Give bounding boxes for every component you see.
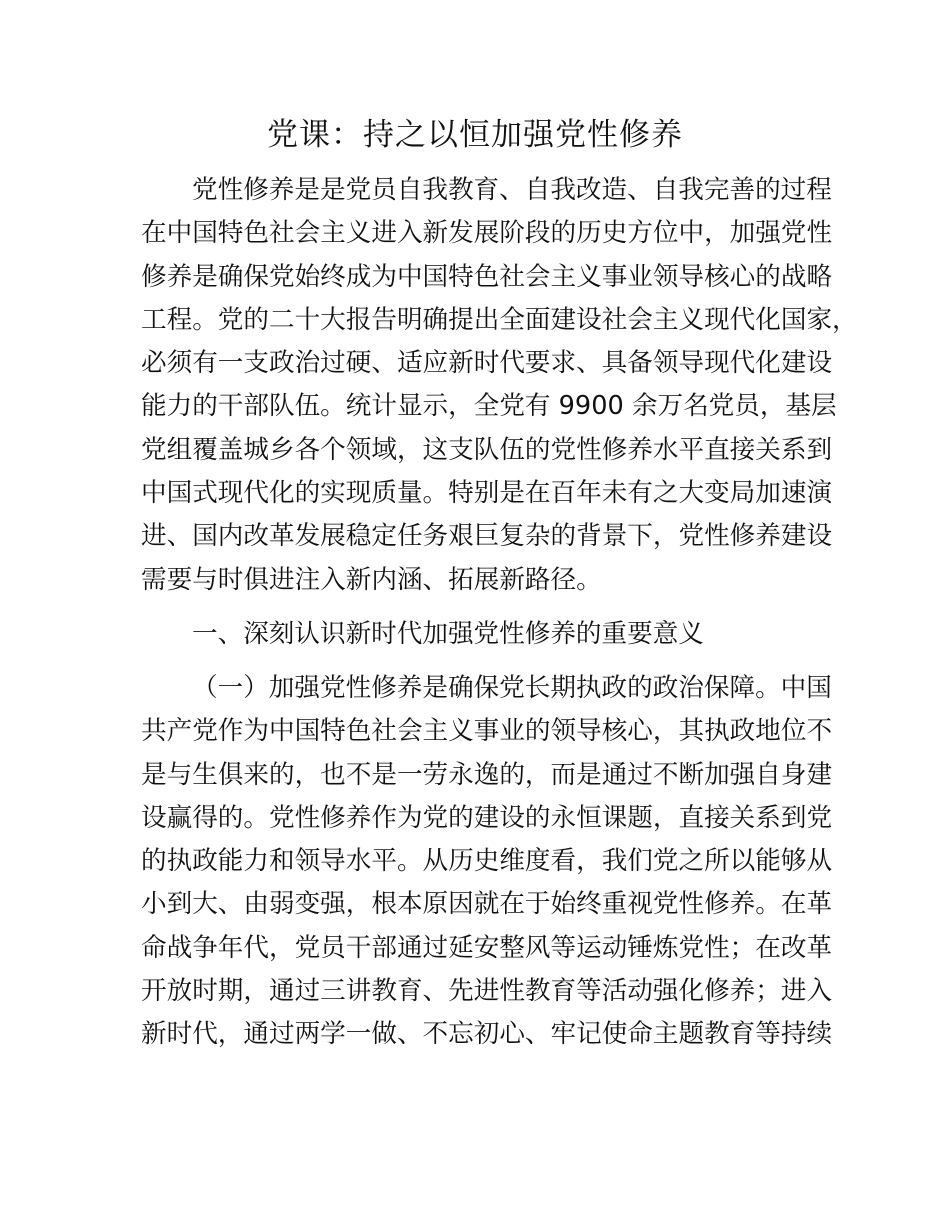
paragraph-line: 命战争年代，党员干部通过延安整风等运动锤炼党性；在改革 (141, 932, 833, 963)
paragraph-line: （一）加强党性修养是确保党长期执政的政治保障。中国 (192, 673, 832, 703)
paragraph-line: 开放时期，通过三讲教育、先进性教育等活动强化修养；进入 (141, 976, 833, 1007)
paragraph-line: 必须有一支政治过硬、适应新时代要求、具备领导现代化建设 (141, 348, 833, 379)
paragraph-line: 工程。党的二十大报告明确提出全面建设社会主义现代化国家， (141, 304, 858, 335)
paragraph-line: 设赢得的。党性修养作为党的建设的永恒课题，直接关系到党 (141, 802, 833, 833)
paragraph-line: 中国式现代化的实现质量。特别是在百年未有之大变局加速演 (141, 478, 833, 509)
section-heading: 一、深刻认识新时代加强党性修养的重要意义 (192, 619, 704, 649)
paragraph-line: 的执政能力和领导水平。从历史维度看，我们党之所以能够从 (141, 846, 833, 877)
document-title: 党课：持之以恒加强党性修养 (267, 117, 683, 153)
paragraph-line: 是与生俱来的，也不是一劳永逸的，而是通过不断加强自身建 (141, 759, 833, 790)
paragraph-line: 新时代，通过两学一做、不忘初心、牢记使命主题教育等持续 (141, 1019, 833, 1050)
paragraph-line: 需要与时俱进注入新内涵、拓展新路径。 (141, 564, 602, 595)
paragraph-line: 修养是确保党始终成为中国特色社会主义事业领导核心的战略 (141, 261, 833, 292)
paragraph-line: 在中国特色社会主义进入新发展阶段的历史方位中，加强党性 (141, 218, 833, 249)
paragraph-line: 共产党作为中国特色社会主义事业的领导核心，其执政地位不 (141, 716, 833, 747)
paragraph-line: 能力的干部队伍。统计显示，全党有 9900 余万名党员，基层 (141, 391, 837, 422)
paragraph-line: 小到大、由弱变强，根本原因就在于始终重视党性修养。在革 (141, 889, 833, 920)
intro-paragraph (141, 169, 858, 602)
paragraph-line: 党组覆盖城乡各个领域，这支队伍的党性修养水平直接关系到 (141, 434, 833, 465)
section1-paragraph (141, 667, 833, 1057)
paragraph-line: 进、国内改革发展稳定任务艰巨复杂的背景下，党性修养建设 (141, 521, 833, 552)
paragraph-line: 党性修养是是党员自我教育、自我改造、自我完善的过程 (192, 175, 832, 205)
section-heading-block (141, 613, 813, 656)
